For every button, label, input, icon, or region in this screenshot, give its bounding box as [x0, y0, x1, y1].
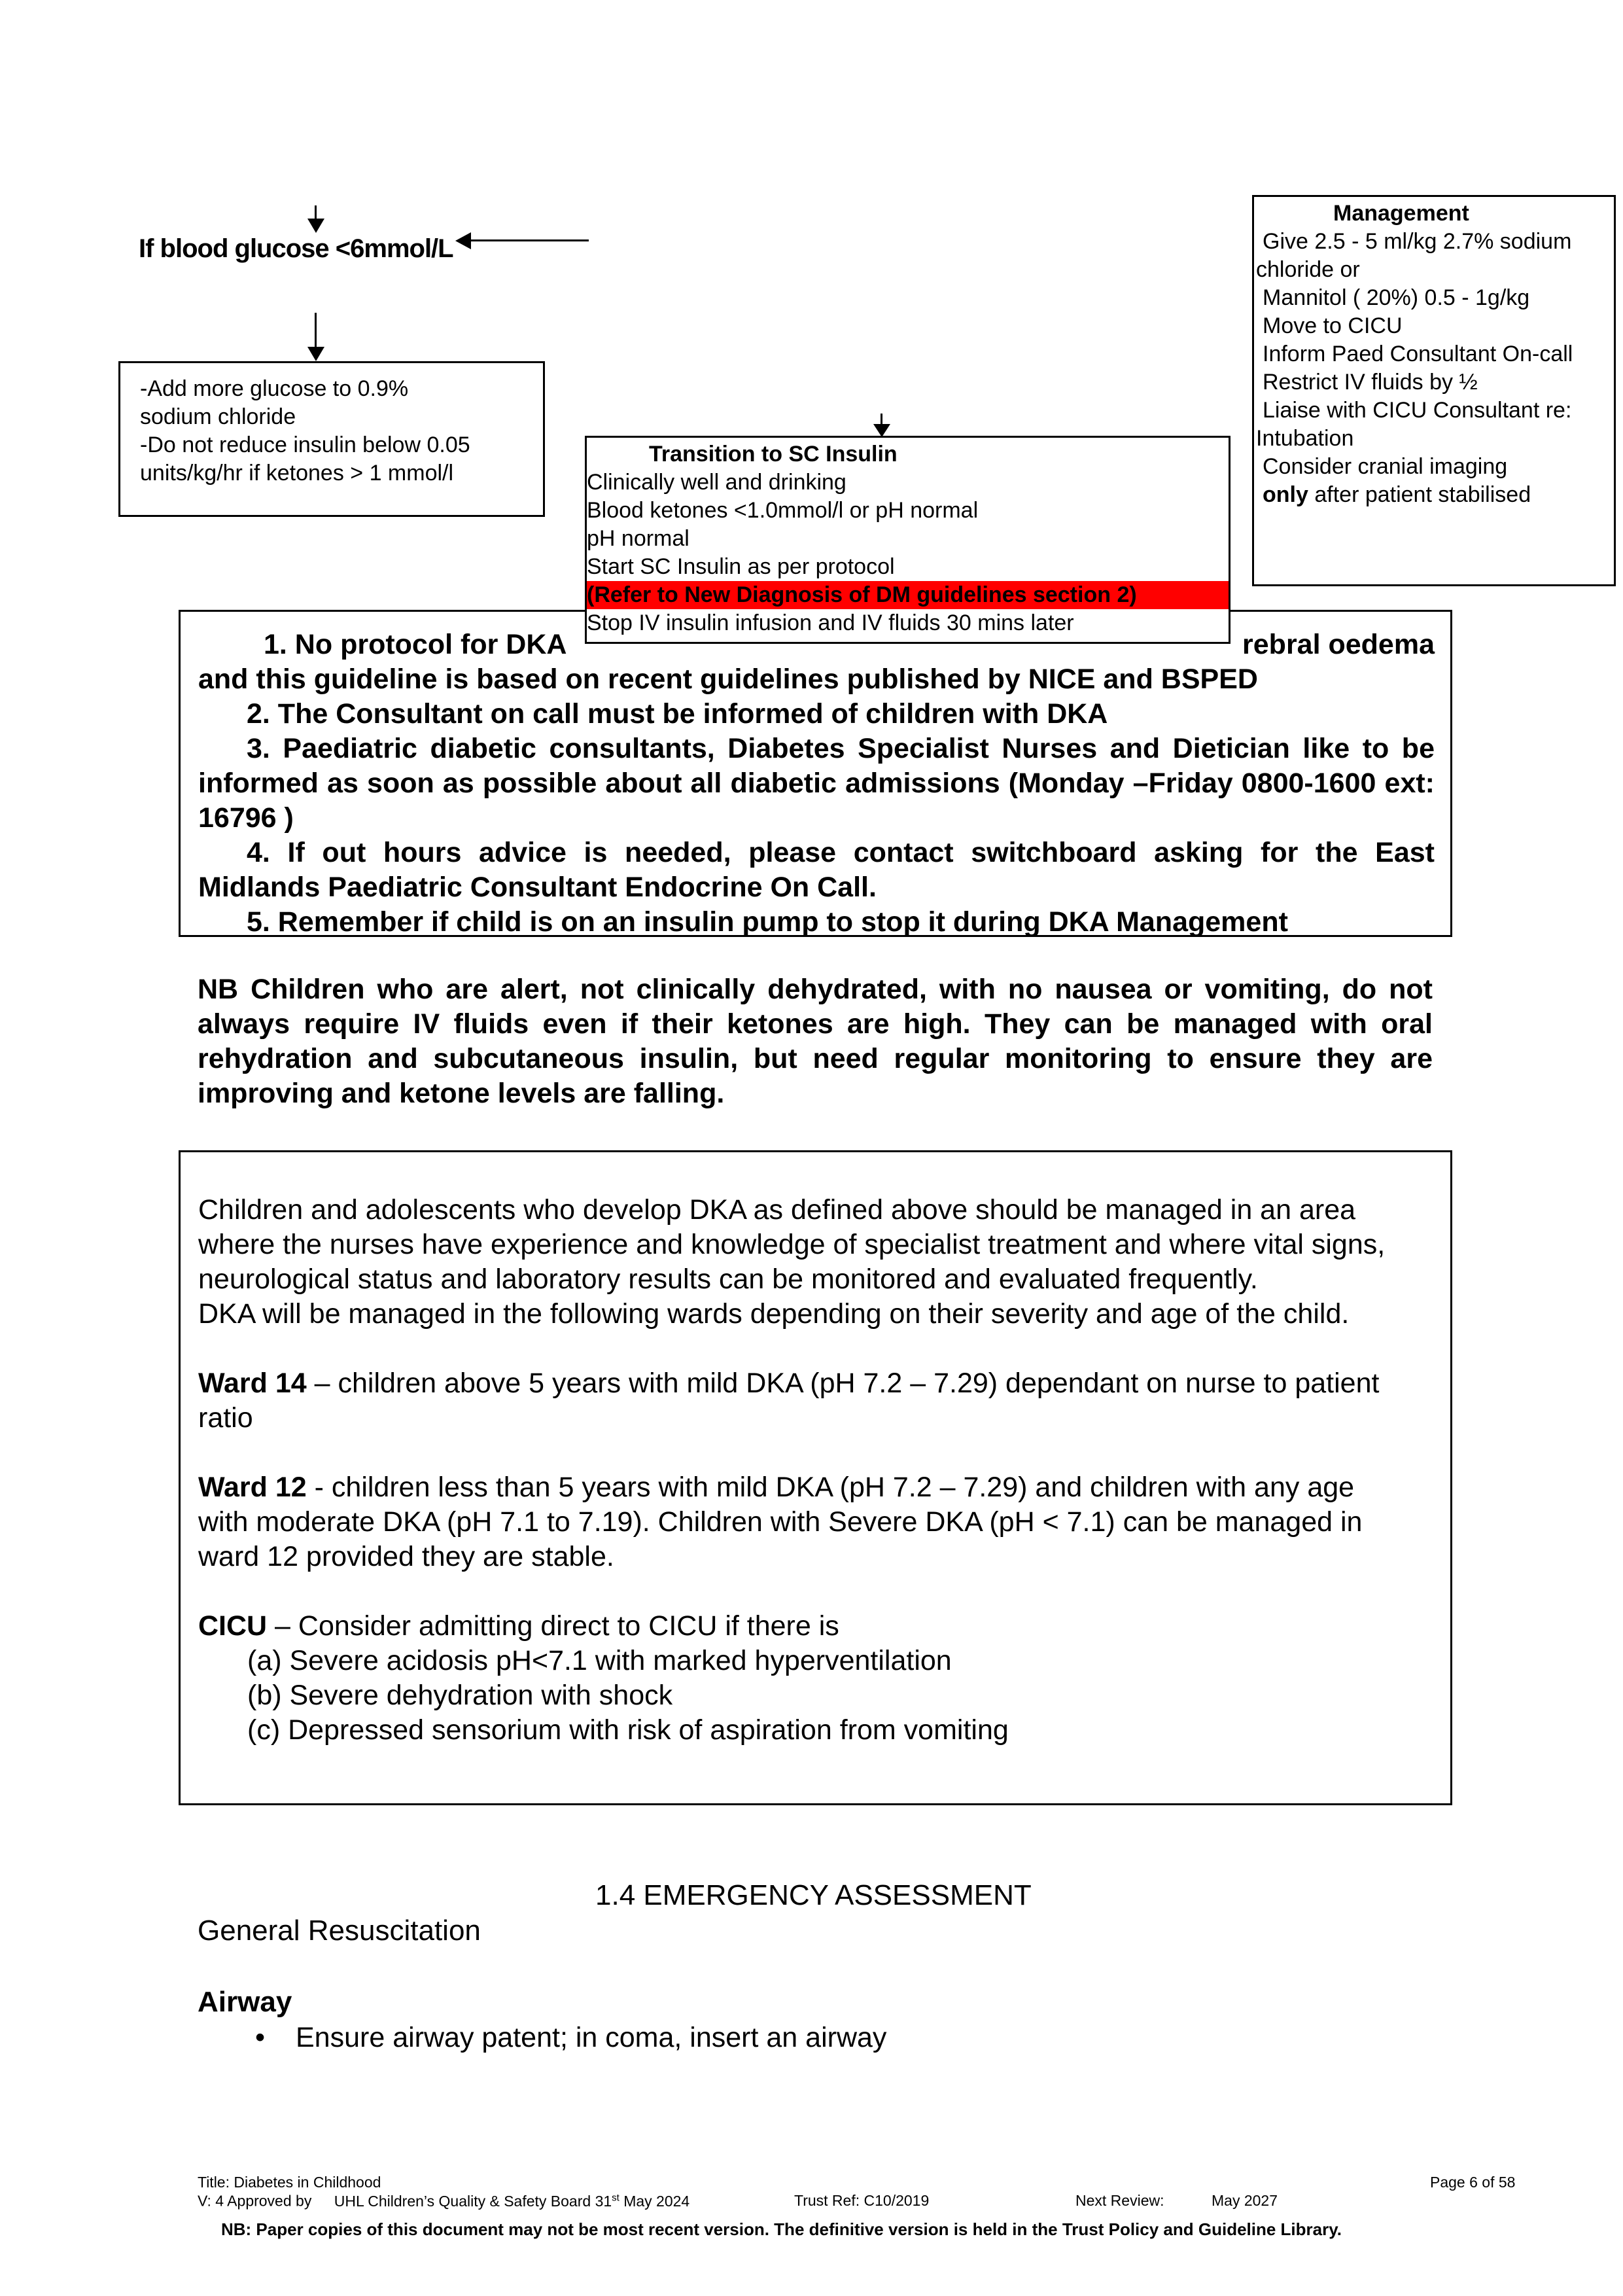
wards-intro-2: DKA will be managed in the following wards depending on their severity and age of the child.	[198, 1298, 1350, 1330]
wards-intro: Children and adolescents who develop DKA as defined above should be managed in an area where the nurses have experience and knowledge of specialist treatment and where vital signs, neurological status and laboratory results can be monitored and evaluated frequently.	[198, 1194, 1386, 1295]
airway-heading: Airway	[198, 1986, 292, 2018]
transition-title: Transition to SC Insulin	[649, 442, 898, 467]
ward-14-label: Ward 14	[198, 1368, 307, 1399]
transition-line: Start SC Insulin as per protocol	[587, 554, 895, 579]
wards-box	[179, 1150, 1452, 1805]
arrow-glucose-down-shaft	[315, 313, 317, 349]
footer-page-number: Page 6 of 58	[1430, 2174, 1516, 2191]
management-line: Inform Paed Consultant On-call	[1263, 342, 1573, 366]
bullet-icon: •	[255, 2022, 266, 2053]
footer-approved-by: UHL Children’s Quality & Safety Board 31st May 2024	[334, 2192, 690, 2210]
footer-nb-disclaimer: NB: Paper copies of this document may not be most recent version. The definitive version is held in the Trust Policy and Guideline Library.	[221, 2219, 1342, 2239]
management-line: chloride or	[1256, 257, 1360, 282]
transition-last-line: Stop IV insulin infusion and IV fluids 30 mins later	[587, 610, 1074, 635]
key-point-1-continued: and this guideline is based on recent guidelines published by NICE and BSPED	[198, 663, 1258, 695]
cicu-entry	[198, 1609, 1450, 1644]
transition-line: pH normal	[587, 526, 689, 551]
management-line: Liaise with CICU Consultant re:	[1263, 398, 1572, 423]
cicu-list-item: (c) Depressed sensorium with risk of aspiration from vomiting	[247, 1714, 1009, 1746]
management-line: Move to CICU	[1263, 313, 1403, 338]
ward-14-text: – children above 5 years with mild DKA (pH 7.2 – 7.29) dependant on nurse to patient ratio	[198, 1368, 1380, 1434]
key-points-box	[179, 610, 1452, 937]
management-line: Intubation	[1256, 426, 1354, 451]
footer-trust-ref: Trust Ref: C10/2019	[794, 2192, 930, 2209]
key-point-2: 2. The Consultant on call must be informed of children with DKA	[247, 698, 1108, 730]
management-box	[1252, 195, 1616, 586]
section-heading: 1.4 EMERGENCY ASSESSMENT	[595, 1879, 1032, 1911]
management-line: Mannitol ( 20%) 0.5 - 1g/kg	[1263, 285, 1530, 310]
cicu-list-item: (b) Severe dehydration with shock	[247, 1680, 673, 1711]
management-line: Restrict IV fluids by ½	[1263, 370, 1478, 395]
arrow-top-left-head-icon	[307, 219, 324, 233]
nb-paragraph: NB Children who are alert, not clinically dehydrated, with no nausea or vomiting, do not always require IV fluids even if their ketones are high. They can be managed with oral rehydration and subcutaneous insulin, but need regular monitoring to ensure they are improving and ketone levels are falling.	[198, 974, 1433, 1109]
key-point-3: 3. Paediatric diabetic consultants, Diabetes Specialist Nurses and Dietician like to be informed as soon as possible about all diabetic admissions (Monday –Friday 0800-1600 ext: 16796 )	[198, 733, 1435, 834]
management-line: Consider cranial imaging	[1263, 454, 1508, 479]
glucose-condition-label: If blood glucose <6mmol/L	[139, 234, 453, 263]
glucose-box-line: -Add more glucose to 0.9%	[140, 376, 409, 401]
airway-bullet-item	[255, 2021, 886, 2055]
transition-line: Blood ketones <1.0mmol/l or pH normal	[587, 498, 979, 523]
transition-box	[585, 436, 1230, 644]
section-subheading: General Resuscitation	[198, 1915, 481, 1947]
management-last-line	[1256, 481, 1614, 509]
arrow-to-glucose-head-icon	[455, 232, 471, 249]
glucose-box-line: -Do not reduce insulin below 0.05	[140, 433, 470, 457]
airway-bullet-text: Ensure airway patent; in coma, insert an airway	[296, 2022, 887, 2053]
arrow-to-glucose-shaft	[470, 239, 589, 241]
key-point-4: 4. If out hours advice is needed, please contact switchboard asking for the East Midlands Paediatric Consultant Endocrine On Call.	[198, 837, 1435, 903]
glucose-box-line: units/kg/hr if ketones > 1 mmol/l	[140, 461, 454, 486]
footer-version: V: 4 Approved by	[198, 2192, 312, 2210]
cicu-list-item: (a) Severe acidosis pH<7.1 with marked hyperventilation	[247, 1645, 952, 1676]
key-point-5: 5. Remember if child is on an insulin pump to stop it during DKA Management	[247, 906, 1288, 938]
transition-highlight: (Refer to New Diagnosis of DM guidelines section 2)	[587, 581, 1229, 609]
glucose-box-line: sodium chloride	[140, 404, 296, 429]
arrow-transition-head-icon	[873, 424, 890, 437]
management-only-word: only	[1263, 482, 1308, 507]
footer-approval-line	[198, 2192, 689, 2210]
transition-line: Clinically well and drinking	[587, 470, 846, 495]
ward-12-label: Ward 12	[198, 1472, 307, 1503]
management-last-rest: after patient stabilised	[1308, 482, 1531, 507]
management-line: Give 2.5 - 5 ml/kg 2.7% sodium	[1263, 229, 1572, 254]
footer-next-review-date: May 2027	[1212, 2192, 1278, 2209]
cicu-text: – Consider admitting direct to CICU if there is	[267, 1610, 839, 1642]
ward-14-entry	[198, 1366, 1395, 1436]
footer-title: Title: Diabetes in Childhood	[198, 2174, 381, 2191]
ward-12-text: - children less than 5 years with mild DKA (pH 7.2 – 7.29) and children with any age with moderate DKA (pH 7.1 to 7.19). Children with Severe DKA (pH < 7.1) can be managed in ward 12 provided they are stable.	[198, 1472, 1363, 1572]
key-point-1-visible-end: rebral oedema	[1242, 629, 1435, 660]
footer-approved-sup: st	[612, 2192, 620, 2203]
footer-next-review-label: Next Review:	[1075, 2192, 1164, 2209]
cicu-label: CICU	[198, 1610, 268, 1642]
arrow-glucose-down-head-icon	[307, 347, 324, 361]
key-point-1-start: 1. No protocol for DKA	[264, 629, 567, 660]
ward-12-entry	[198, 1470, 1395, 1574]
management-title: Management	[1333, 201, 1469, 226]
glucose-action-box	[118, 361, 545, 517]
